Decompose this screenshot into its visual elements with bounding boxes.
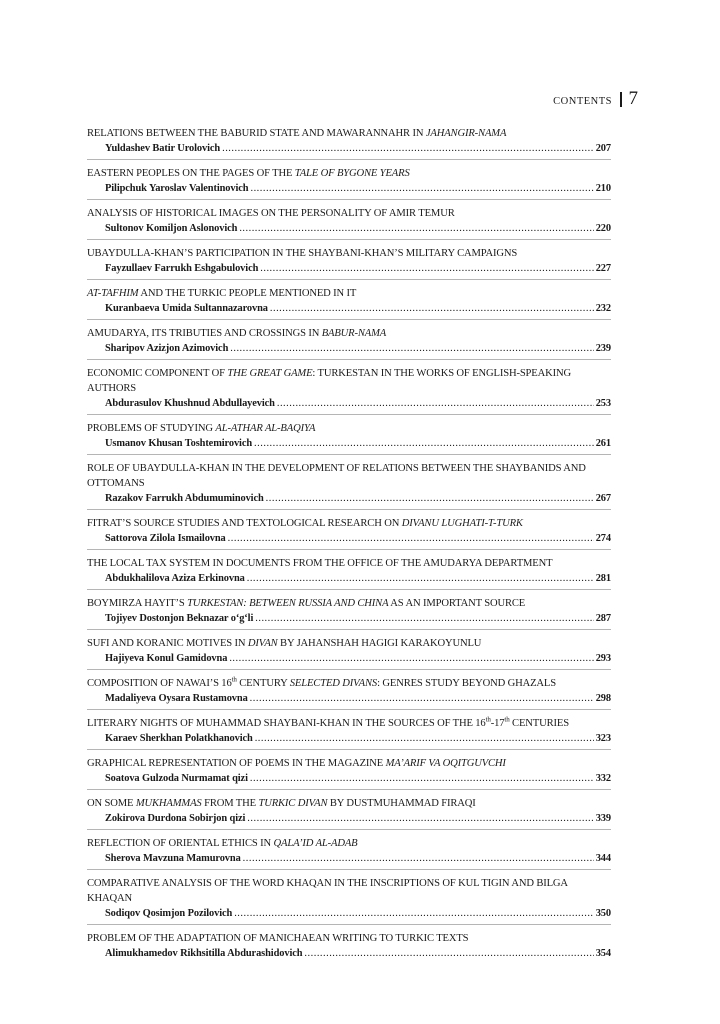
entry-title-text: -17 (490, 718, 505, 729)
dot-leader (239, 221, 593, 236)
entry-author-line (87, 396, 611, 411)
toc-entry (87, 924, 611, 964)
entry-author-line (87, 141, 611, 156)
dot-leader (247, 571, 594, 586)
entry-author-line (87, 221, 611, 236)
header-label: CONTENTS (553, 96, 612, 107)
entry-author: Pilipchuk Yaroslav Valentinovich (105, 183, 249, 194)
entry-author-line (87, 731, 611, 746)
entry-title-italic: MUKHAMMAS (135, 798, 202, 809)
toc-entry (87, 414, 611, 454)
entry-title-text: BY JAHANSHAH HAGIGI KARAKOYUNLU (277, 638, 482, 649)
entry-title-text: ON SOME (87, 798, 136, 809)
dot-leader (250, 181, 593, 196)
entry-page: 267 (595, 493, 611, 504)
entry-title-text: AS AN IMPORTANT SOURCE (388, 598, 526, 609)
entry-author-line (87, 811, 611, 826)
entry-title (87, 636, 611, 651)
entry-title (87, 556, 611, 571)
entry-page: 339 (595, 813, 611, 824)
entry-title-italic: TURKESTAN: BETWEEN RUSSIA AND CHINA (187, 598, 389, 609)
toc-entry (87, 319, 611, 359)
dot-leader (243, 851, 594, 866)
entry-author: Abdukhalilova Aziza Erkinovna (105, 573, 245, 584)
toc-entry (87, 199, 611, 239)
dot-leader (230, 341, 593, 356)
entry-page: 298 (595, 693, 611, 704)
entry-title-text: COMPARATIVE ANALYSIS OF THE WORD KHAQAN IN THE INSCRIPTIONS OF KUL TIGIN AND BILGA KHAQAN (87, 878, 568, 904)
entry-title-italic: QALA’ID AL-ADAB (273, 838, 358, 849)
entry-author: Karaev Sherkhan Polatkhanovich (105, 733, 253, 744)
entry-author: Fayzullaev Farrukh Eshgabulovich (105, 263, 259, 274)
toc-entry (87, 359, 611, 414)
entry-title (87, 461, 611, 491)
entry-page: 281 (595, 573, 611, 584)
entry-author: Abdurasulov Khushnud Abdullayevich (105, 398, 275, 409)
entry-title-text: th (504, 715, 510, 724)
toc-entry (87, 589, 611, 629)
entry-page: 239 (595, 343, 611, 354)
entry-title-text: REFLECTION OF ORIENTAL ETHICS IN (87, 838, 274, 849)
dot-leader (247, 811, 593, 826)
entry-title-text: CENTURIES (509, 718, 569, 729)
entry-author-line (87, 691, 611, 706)
entry-title-text: PROBLEM OF THE ADAPTATION OF MANICHAEAN WRITING TO TURKIC TEXTS (87, 933, 469, 944)
entry-title-italic: AT-TAFHIM (87, 288, 139, 299)
running-header (553, 88, 638, 110)
toc-entry (87, 669, 611, 709)
entry-title-italic: JAHANGIR-NAMA (425, 128, 507, 139)
dot-leader (260, 261, 593, 276)
toc-entry (87, 454, 611, 509)
entry-title-text: BOYMIRZA HAYIT’S (87, 598, 188, 609)
entry-title (87, 326, 611, 341)
entry-author: Kuranbaeva Umida Sultannazarovna (105, 303, 268, 314)
entry-title-text: th (485, 715, 491, 724)
dot-leader (255, 731, 594, 746)
entry-author: Yuldashev Batir Urolovich (105, 143, 221, 154)
entry-author-line (87, 491, 611, 506)
entry-page: 210 (595, 183, 611, 194)
entry-author: Zokirova Durdona Sobirjon qizi (105, 813, 246, 824)
entry-title-italic: TALE OF BYGONE YEARS (294, 168, 410, 179)
entry-title-italic: DIVAN (247, 638, 278, 649)
entry-title (87, 876, 611, 906)
dot-leader (228, 531, 594, 546)
entry-page: 287 (595, 613, 611, 624)
toc-entry (87, 122, 611, 159)
entry-title-italic: SELECTED DIVANS (289, 678, 378, 689)
entry-title (87, 421, 611, 436)
entry-page: 350 (595, 908, 611, 919)
entry-title-italic: THE GREAT GAME (227, 368, 313, 379)
entry-title (87, 596, 611, 611)
toc-entry (87, 869, 611, 924)
entry-title (87, 796, 611, 811)
entry-title (87, 366, 611, 396)
entry-title-text: th (231, 675, 237, 684)
entry-title-italic: AL-ATHAR AL-BAQIYA (215, 423, 316, 434)
entry-title-text: AMUDARYA, ITS TRIBUTIES AND CROSSINGS IN (87, 328, 322, 339)
entry-author-line (87, 341, 611, 356)
entry-title-text: BY DUSTMUHAMMAD FIRAQI (327, 798, 476, 809)
entry-author: Sattorova Zilola Ismailovna (105, 533, 226, 544)
entry-title-italic: MA’ARIF VA OQITGUVCHI (385, 758, 506, 769)
entry-author: Sharipov Azizjon Azimovich (105, 343, 229, 354)
header-divider (620, 92, 622, 107)
entry-author-line (87, 851, 611, 866)
entry-author: Usmanov Khusan Toshtemirovich (105, 438, 253, 449)
entry-title (87, 716, 611, 731)
entry-author-line (87, 301, 611, 316)
entry-title (87, 676, 611, 691)
dot-leader (222, 141, 594, 156)
page-number: 7 (628, 88, 638, 109)
entry-author-line (87, 651, 611, 666)
entry-page: 227 (595, 263, 611, 274)
entry-title-text: LITERARY NIGHTS OF MUHAMMAD SHAYBANI-KHAN IN THE SOURCES OF THE 16 (87, 718, 486, 729)
entry-author-line (87, 571, 611, 586)
dot-leader (254, 436, 594, 451)
entry-title-text: SUFI AND KORANIC MOTIVES IN (87, 638, 248, 649)
entry-title-text: ECONOMIC COMPONENT OF (87, 368, 228, 379)
entry-author-line (87, 946, 611, 961)
entry-title-text: : TURKESTAN IN THE WORKS OF ENGLISH-SPEAKING AUTHORS (87, 368, 572, 394)
dot-leader (277, 396, 594, 411)
entry-author-line (87, 261, 611, 276)
dot-leader (234, 906, 594, 921)
entry-title (87, 931, 611, 946)
entry-title (87, 516, 611, 531)
entry-title-text: FROM THE (201, 798, 259, 809)
entry-author: Sodiqov Qosimjon Pozilovich (105, 908, 233, 919)
entry-author: Tojiyev Dostonjon Beknazar o‘g‘li (105, 613, 254, 624)
toc-entry (87, 789, 611, 829)
dot-leader (266, 491, 594, 506)
toc-entry (87, 629, 611, 669)
dot-leader (229, 651, 593, 666)
toc-entry (87, 509, 611, 549)
entry-title-text: PROBLEMS OF STUDYING (87, 423, 216, 434)
dot-leader (255, 611, 593, 626)
entry-page: 332 (595, 773, 611, 784)
entry-title (87, 206, 611, 221)
entry-author-line (87, 436, 611, 451)
entry-author: Hajiyeva Konul Gamidovna (105, 653, 228, 664)
toc-entry (87, 279, 611, 319)
dot-leader (250, 691, 594, 706)
entry-author: Sultonov Komiljon Aslonovich (105, 223, 238, 234)
entry-title (87, 286, 611, 301)
toc-entry (87, 709, 611, 749)
entry-page: 323 (595, 733, 611, 744)
entry-author: Soatova Gulzoda Nurmamat qizi (105, 773, 248, 784)
dot-leader (250, 771, 594, 786)
toc-entry (87, 159, 611, 199)
entry-title-text: ROLE OF UBAYDULLA-KHAN IN THE DEVELOPMENT OF RELATIONS BETWEEN THE SHAYBANIDS AND OTTOMANS (87, 463, 586, 489)
entry-title (87, 166, 611, 181)
entry-title-text: GRAPHICAL REPRESENTATION OF POEMS IN THE MAGAZINE (87, 758, 386, 769)
entry-author-line (87, 611, 611, 626)
entry-title-text: THE LOCAL TAX SYSTEM IN DOCUMENTS FROM THE OFFICE OF THE AMUDARYA DEPARTMENT (87, 558, 553, 569)
entry-author-line (87, 906, 611, 921)
entry-title-text: EASTERN PEOPLES ON THE PAGES OF THE (87, 168, 295, 179)
entry-title-italic: DIVANU LUGHATI-T-TURK (401, 518, 523, 529)
dot-leader (270, 301, 594, 316)
entry-page: 261 (595, 438, 611, 449)
entry-page: 293 (595, 653, 611, 664)
entry-title-italic: TURKIC DIVAN (258, 798, 328, 809)
entry-title-text: FITRAT’S SOURCE STUDIES AND TEXTOLOGICAL RESEARCH ON (87, 518, 402, 529)
entry-title-text: ANALYSIS OF HISTORICAL IMAGES ON THE PERSONALITY OF AMIR TEMUR (87, 208, 455, 219)
entry-title (87, 246, 611, 261)
entry-author: Madaliyeva Oysara Rustamovna (105, 693, 248, 704)
entry-page: 253 (595, 398, 611, 409)
entry-author: Alimukhamedov Rikhsitilla Abdurashidovich (105, 948, 303, 959)
entry-title-text: CENTURY (236, 678, 290, 689)
entry-title-italic: BABUR-NAMA (321, 328, 387, 339)
entry-title (87, 756, 611, 771)
entry-title-text: AND THE TURKIC PEOPLE MENTIONED IN IT (138, 288, 357, 299)
entry-author-line (87, 181, 611, 196)
toc-entry (87, 829, 611, 869)
entry-page: 232 (595, 303, 611, 314)
table-of-contents (87, 122, 611, 964)
toc-entry (87, 549, 611, 589)
entry-title-text: COMPOSITION OF NAWAI’S 16 (87, 678, 232, 689)
entry-author-line (87, 531, 611, 546)
entry-page: 344 (595, 853, 611, 864)
toc-entry (87, 749, 611, 789)
entry-author: Sherova Mavzuna Mamurovna (105, 853, 241, 864)
entry-title-text: : GENRES STUDY BEYOND GHAZALS (377, 678, 556, 689)
entry-title-text: RELATIONS BETWEEN THE BABURID STATE AND MAWARANNAHR IN (87, 128, 426, 139)
toc-entry (87, 239, 611, 279)
entry-page: 274 (595, 533, 611, 544)
entry-page: 220 (595, 223, 611, 234)
entry-page: 354 (595, 948, 611, 959)
entry-page: 207 (595, 143, 611, 154)
entry-title (87, 126, 611, 141)
entry-title (87, 836, 611, 851)
entry-title-text: UBAYDULLA-KHAN’S PARTICIPATION IN THE SHAYBANI-KHAN’S MILITARY CAMPAIGNS (87, 248, 518, 259)
entry-author-line (87, 771, 611, 786)
dot-leader (304, 946, 593, 961)
entry-author: Razakov Farrukh Abdumuminovich (105, 493, 264, 504)
